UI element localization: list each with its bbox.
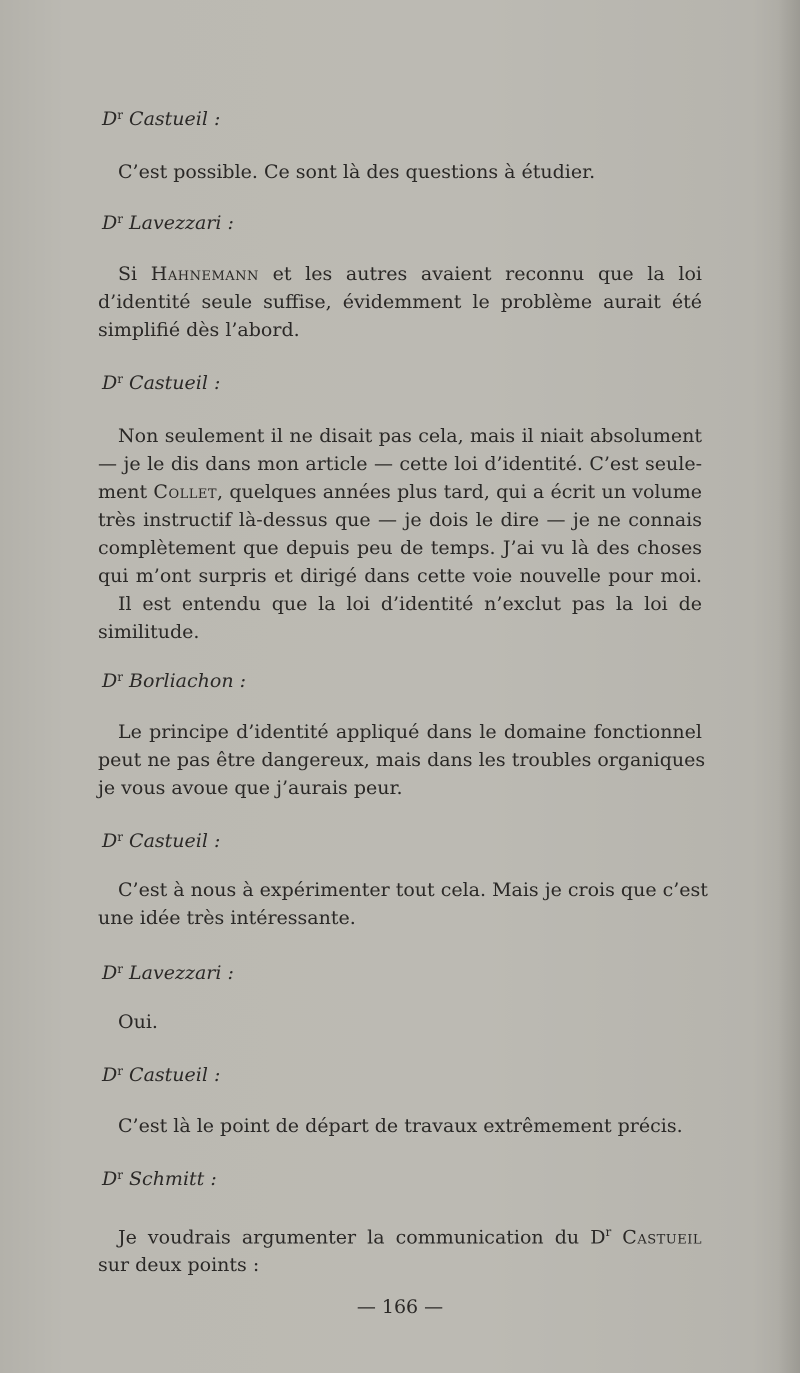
text-line: — je le dis dans mon article — cette loi d’identité. C’est seule- xyxy=(98,453,702,475)
text-line: très instructif là-dessus que — je dois le dire — je ne connais xyxy=(98,509,702,531)
text-line: une idée très intéressante. xyxy=(98,907,356,929)
text-line: Le principe d’identité appliqué dans le domaine fonctionnel xyxy=(118,721,702,743)
speaker-name: Lavezzari xyxy=(129,212,222,234)
speaker-heading: $D^r$ Castueil : xyxy=(102,1064,221,1086)
speaker-heading: $D^r$ Castueil : xyxy=(102,372,221,394)
paragraph xyxy=(98,1112,702,1140)
text-line: je vous avoue que j’aurais peur. xyxy=(98,777,403,799)
speaker-name: Castueil xyxy=(129,830,208,852)
author-name-castueil: Castueil xyxy=(622,1226,702,1249)
speaker-colon: : xyxy=(207,1064,221,1086)
title-abbrev: r xyxy=(117,372,123,386)
speaker-colon: : xyxy=(207,372,221,394)
text-line: complètement que depuis peu de temps. J’ai vu là des choses xyxy=(98,537,702,559)
paragraph xyxy=(98,158,702,186)
text-line: C’est là le point de départ de travaux extrêmement précis. xyxy=(118,1115,683,1137)
speaker-name: Castueil xyxy=(129,1064,208,1086)
title-abbrev: r xyxy=(117,962,123,976)
text-line: Oui. xyxy=(118,1011,158,1033)
text-line: Si Hahnemann et les autres avaient reconnu que la loi xyxy=(118,263,702,285)
author-name-collet: Collet xyxy=(153,481,218,503)
text-line: d’identité seule suffise, évidemment le problème aurait été xyxy=(98,291,702,313)
text-line: qui m’ont surpris et dirigé dans cette voie nouvelle pour moi. xyxy=(98,565,702,587)
speaker-name: Castueil xyxy=(129,372,208,394)
title-abbrev: r xyxy=(117,670,123,684)
paragraph xyxy=(98,422,702,646)
text-line: C’est à nous à expérimenter tout cela. Mais je crois que c’est xyxy=(118,879,708,901)
text-line: C’est possible. Ce sont là des questions à étudier. xyxy=(118,161,596,183)
speaker-name: Lavezzari xyxy=(129,962,222,984)
author-name-hahnemann: Hahnemann xyxy=(150,263,259,285)
title-abbrev: r xyxy=(605,1225,612,1239)
speaker-heading: $D^r$ Schmitt : xyxy=(102,1168,217,1190)
text-line: ment Collet, quelques années plus tard, qui a écrit un volume xyxy=(98,481,702,503)
speaker-colon: : xyxy=(221,212,234,234)
speaker-name: Castueil xyxy=(129,108,208,130)
speaker-name: Schmitt xyxy=(129,1168,205,1190)
text-line: Il est entendu que la loi d’identité n’exclut pas la loi de xyxy=(118,593,702,615)
speaker-name: Borliachon xyxy=(129,670,234,692)
title-abbrev: r xyxy=(117,830,123,844)
text-line: sur deux points : xyxy=(98,1254,260,1277)
title-abbrev: r xyxy=(117,212,123,226)
text-line: simplifié dès l’abord. xyxy=(98,319,300,341)
speaker-heading: $D^r$ Lavezzari : xyxy=(102,212,234,234)
speaker-heading: $D^r$ Lavezzari : xyxy=(102,962,234,984)
text-line: Je voudrais argumenter la communication du $D^r$ Castueil xyxy=(118,1225,702,1249)
title-abbrev: r xyxy=(117,108,123,122)
page-edge-shadow xyxy=(778,0,800,1373)
title-abbrev: r xyxy=(117,1064,123,1078)
speaker-heading: $D^r$ Borliachon : xyxy=(102,670,247,692)
speaker-colon: : xyxy=(233,670,247,692)
paragraph xyxy=(98,1008,702,1036)
title-abbrev: r xyxy=(117,1168,123,1182)
text-line: peut ne pas être dangereux, mais dans les troubles organiques xyxy=(98,749,706,771)
paragraph xyxy=(98,260,702,344)
speaker-colon: : xyxy=(207,108,221,130)
text-line: similitude. xyxy=(98,621,200,643)
paragraph xyxy=(98,876,708,932)
speaker-colon: : xyxy=(207,830,221,852)
text-line: Non seulement il ne disait pas cela, mais il niait absolument xyxy=(118,425,702,447)
speaker-colon: : xyxy=(204,1168,217,1190)
speaker-colon: : xyxy=(221,962,234,984)
speaker-heading: $D^r$ Castueil : xyxy=(102,830,221,852)
speaker-heading: $D^r$ Castueil : xyxy=(102,108,221,130)
paragraph xyxy=(98,718,706,802)
page-number: — 166 — xyxy=(356,1296,444,1318)
paragraph xyxy=(98,1218,702,1279)
